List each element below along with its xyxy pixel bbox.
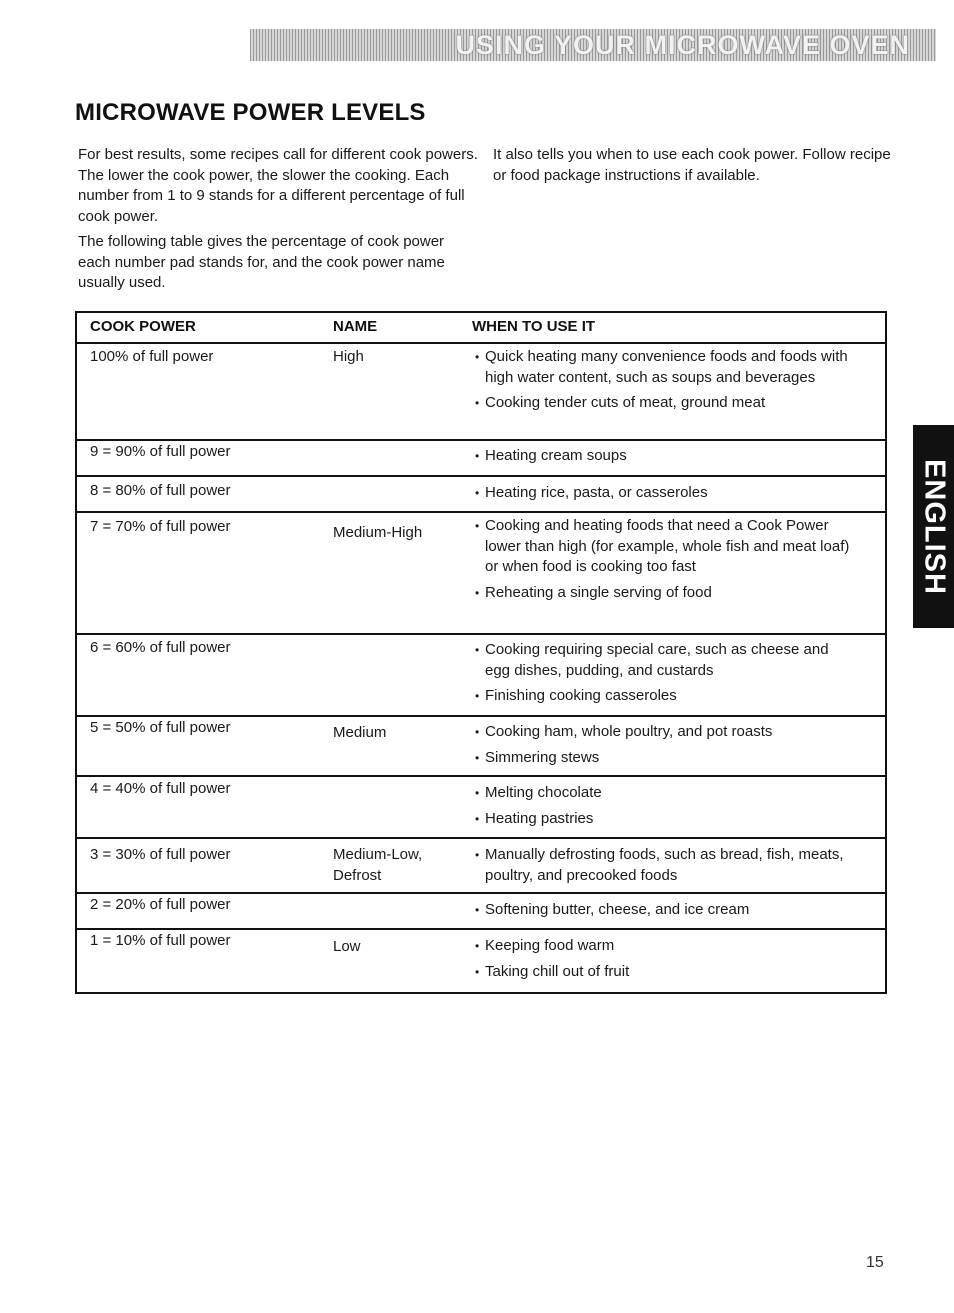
usage-list: [475, 783, 855, 834]
usage-list: [475, 722, 855, 773]
usage-list: [475, 516, 855, 608]
usage-item: • Heating pastries: [475, 809, 855, 830]
power-name-cell: Medium-High: [333, 524, 423, 541]
banner-title: USING YOUR MICROWAVE OVEN: [455, 30, 910, 60]
cook-power-cell: 100% of full power: [90, 348, 214, 365]
intro-left-column: [78, 145, 478, 299]
header-cook-power: COOK POWER: [90, 318, 196, 335]
usage-item: • Cooking ham, whole poultry, and pot roasts: [475, 722, 855, 743]
usage-item: • Cooking requiring special care, such as cheese and egg dishes, pudding, and custards: [475, 640, 855, 681]
intro-paragraph: For best results, some recipes call for different cook powers. The lower the cook power, the slower the cooking. Each number from 1 to 9 stands for a different percentage of full cook power.: [78, 146, 478, 225]
table-row: [77, 928, 885, 992]
table-header-row: [77, 313, 885, 342]
table-row: [77, 439, 885, 475]
usage-item: • Cooking tender cuts of meat, ground meat: [475, 393, 855, 414]
power-name-cell: Low: [333, 938, 361, 955]
section-banner: [250, 29, 936, 61]
cook-power-cell: 7 = 70% of full power: [90, 518, 231, 535]
usage-item: • Heating cream soups: [475, 446, 855, 467]
table-row: [77, 511, 885, 633]
power-levels-table: [75, 311, 887, 994]
usage-list: [475, 640, 855, 712]
cook-power-cell: 1 = 10% of full power: [90, 932, 231, 949]
usage-item: • Reheating a single serving of food: [475, 583, 855, 604]
header-when-to-use: WHEN TO USE IT: [472, 318, 596, 335]
usage-list: [475, 347, 855, 419]
usage-list: [475, 900, 855, 926]
cook-power-cell: 6 = 60% of full power: [90, 639, 231, 656]
cook-power-cell: 3 = 30% of full power: [90, 846, 231, 863]
page-title: MICROWAVE POWER LEVELS: [75, 99, 426, 126]
usage-list: [475, 845, 855, 891]
table-row: [77, 892, 885, 928]
table-row: [77, 775, 885, 837]
language-tab: [913, 425, 954, 628]
cook-power-cell: 4 = 40% of full power: [90, 780, 231, 797]
intro-right-column: [493, 145, 903, 191]
cook-power-cell: 2 = 20% of full power: [90, 896, 231, 913]
power-name-cell: Medium-Low, Defrost: [333, 846, 423, 884]
intro-paragraph: The following table gives the percentage of cook power each number pad stands for, and the cook power name usually used.: [78, 233, 445, 291]
table-row: [77, 342, 885, 441]
usage-item: • Keeping food warm: [475, 936, 855, 957]
cook-power-cell: 5 = 50% of full power: [90, 719, 231, 736]
usage-item: • Heating rice, pasta, or casseroles: [475, 483, 855, 504]
table-row: [77, 633, 885, 715]
usage-item: • Simmering stews: [475, 748, 855, 769]
usage-item: • Finishing cooking casseroles: [475, 686, 855, 707]
power-name-cell: High: [333, 348, 364, 365]
table-row: [77, 837, 885, 892]
usage-item: • Quick heating many convenience foods and foods with high water content, such as soups and beverages: [475, 347, 855, 388]
cook-power-cell: 8 = 80% of full power: [90, 482, 231, 499]
table-row: [77, 715, 885, 775]
table-row: [77, 475, 885, 511]
usage-item: • Melting chocolate: [475, 783, 855, 804]
power-name-cell: Medium: [333, 724, 387, 741]
usage-list: [475, 483, 855, 509]
usage-list: [475, 936, 855, 987]
page-number: 15: [866, 1254, 884, 1271]
header-name: NAME: [333, 318, 378, 335]
language-tab-label: ENGLISH: [918, 458, 950, 595]
cook-power-cell: 9 = 90% of full power: [90, 443, 231, 460]
usage-item: • Softening butter, cheese, and ice cream: [475, 900, 855, 921]
usage-item: • Taking chill out of fruit: [475, 962, 855, 983]
usage-item: • Cooking and heating foods that need a Cook Power lower than high (for example, whole fish and meat loaf) or when food is cooking too fast: [475, 516, 855, 578]
intro-paragraph: It also tells you when to use each cook power. Follow recipe or food package instructions if available.: [493, 146, 891, 184]
usage-item: • Manually defrosting foods, such as bread, fish, meats, poultry, and precooked foods: [475, 845, 855, 886]
usage-list: [475, 446, 855, 472]
